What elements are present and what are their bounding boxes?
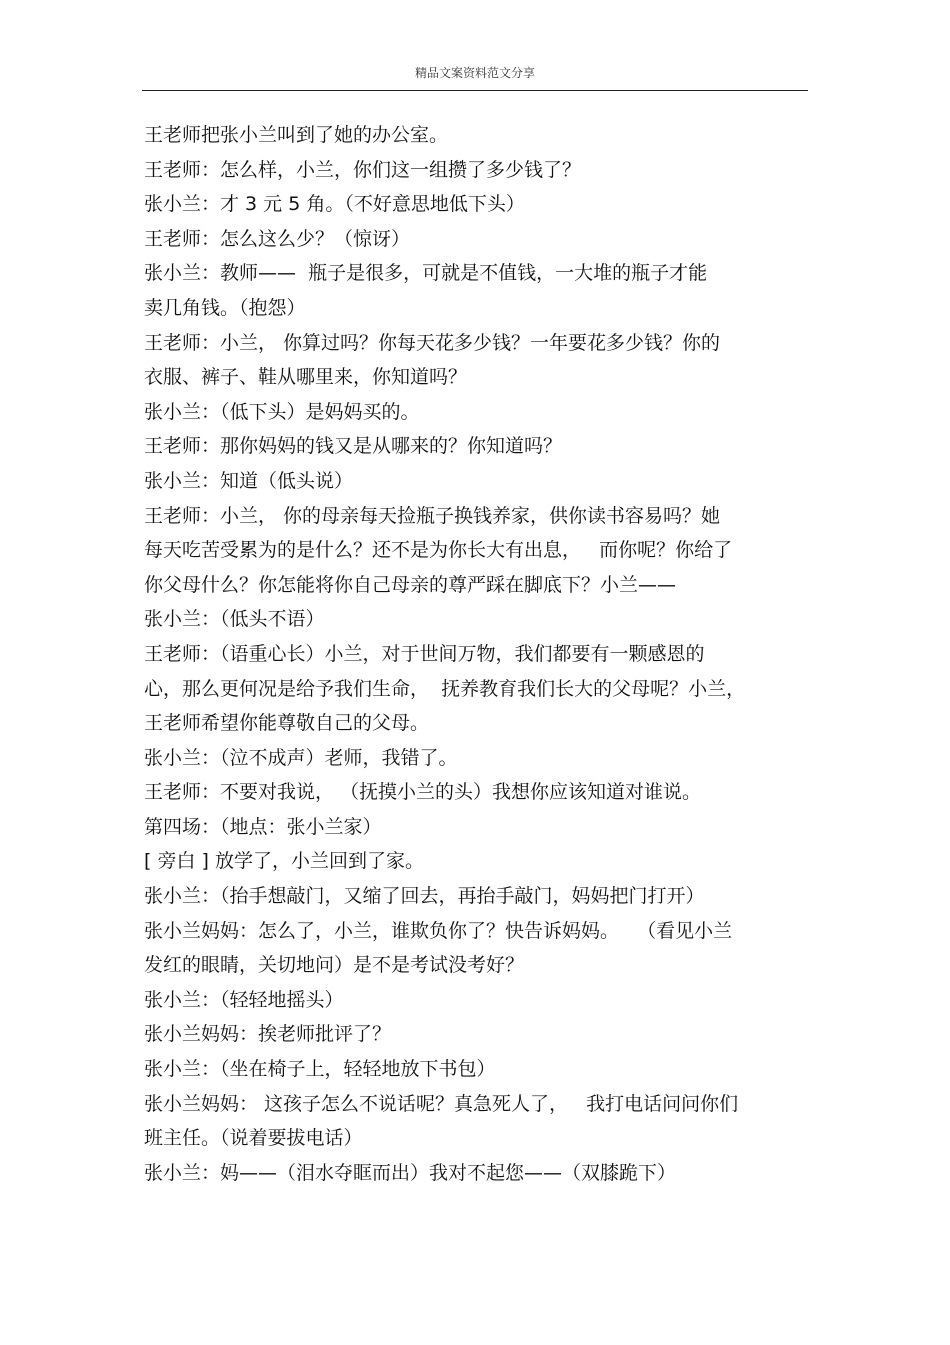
text-line: 张小兰：（低头不语）	[144, 608, 325, 631]
text-line: 张小兰：（坐在椅子上，轻轻地放下书包）	[144, 1058, 496, 1081]
text-line: 王老师：怎么这么少？（惊讶）	[144, 227, 411, 250]
text-line: 衣服、裤子、鞋从哪里来，你知道吗？	[144, 366, 468, 389]
text-line: 第四场：（地点：张小兰家）	[144, 815, 382, 838]
text-line: 张小兰妈妈：怎么了，小兰，谁欺负你了？快告诉妈妈。 （看见小兰	[144, 919, 733, 942]
text-line: 王老师：不要对我说， （抚摸小兰的头）我想你应该知道对谁说。	[144, 781, 702, 804]
text-line: 王老师：怎么样，小兰，你们这一组攒了多少钱了？	[144, 158, 582, 181]
text-line: 张小兰：知道（低头说）	[144, 469, 354, 492]
text-line: 心，那么更何况是给予我们生命， 抚养教育我们长大的父母呢？小兰，	[144, 677, 746, 700]
document-body	[144, 118, 808, 1190]
text-line: 张小兰：（轻轻地摇头）	[144, 988, 344, 1011]
text-line: 张小兰：妈——（泪水夺眶而出）我对不起您——（双膝跪下）	[144, 1161, 677, 1184]
text-line: 王老师：小兰， 你的母亲每天捡瓶子换钱养家，供你读书容易吗？她	[144, 504, 721, 527]
text-line: 卖几角钱。（抱怨）	[144, 296, 306, 319]
text-line: 王老师希望你能尊敬自己的父母。	[144, 712, 430, 735]
text-line: 王老师把张小兰叫到了她的办公室。	[144, 124, 449, 146]
text-line: 张小兰妈妈：挨老师批评了？	[144, 1023, 392, 1046]
text-line: 张小兰：（低下头）是妈妈买的。	[144, 400, 420, 423]
text-line: 发红的眼睛，关切地问）是不是考试没考好？	[144, 954, 525, 977]
text-line: 张小兰妈妈： 这孩子怎么不说话呢？真急死人了， 我打电话问问你们	[144, 1092, 739, 1115]
text-line: 王老师：（语重心长）小兰，对于世间万物，我们都要有一颗感恩的	[144, 642, 705, 665]
text-line: 王老师：小兰， 你算过吗？你每天花多少钱？一年要花多少钱？你的	[144, 331, 721, 354]
text-line: 张小兰：（泣不成声）老师，我错了。	[144, 746, 458, 769]
text-line: 王老师：那你妈妈的钱又是从哪来的？你知道吗？	[144, 435, 563, 458]
text-line: 张小兰：教师—— 瓶子是很多，可就是不值钱，一大堆的瓶子才能	[144, 262, 708, 285]
text-line: 张小兰：才 3 元 5 角。（不好意思地低下头）	[144, 193, 525, 216]
text-line: 班主任。（说着要拔电话）	[144, 1127, 363, 1150]
text-line: 你父母什么？你怎能将你自己母亲的尊严踩在脚底下？小兰——	[144, 573, 677, 596]
text-line: 张小兰：（抬手想敲门，又缩了回去，再抬手敲门，妈妈把门打开）	[144, 885, 705, 908]
header-divider	[142, 90, 808, 91]
text-line: 每天吃苦受累为的是什么？还不是为你长大有出息， 而你呢？你给了	[144, 539, 733, 562]
page-header-title: 精品文案资料范文分享	[414, 66, 535, 80]
text-line: [ 旁白 ] 放学了，小兰回到了家。	[144, 850, 424, 873]
